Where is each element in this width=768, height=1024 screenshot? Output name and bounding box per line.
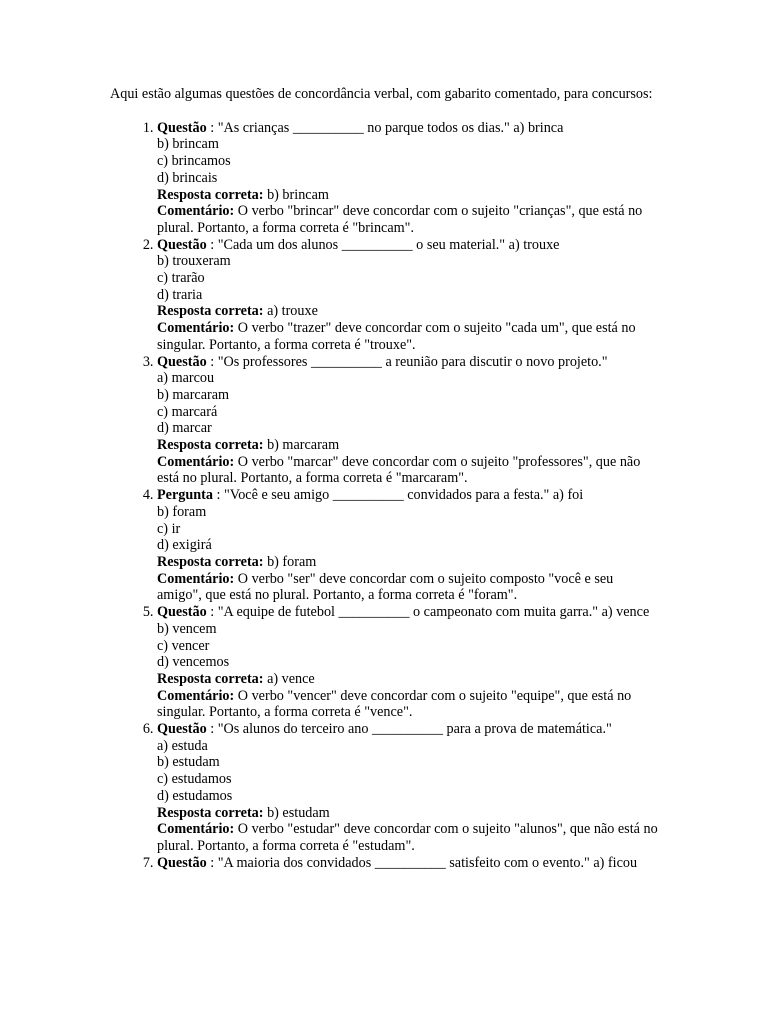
question-text: : "Você e seu amigo __________ convidados para a festa." a) foi — [212, 487, 584, 504]
answer-option: b) brincam — [157, 136, 219, 153]
comment-text: O verbo "estudar" deve concordar com o sujeito "alunos", que não está no plural. Portanto, a forma correta é "estudam". — [157, 821, 658, 854]
comment-label: Comentário: — [157, 203, 235, 220]
correct-answer-value: b) marcaram — [263, 437, 340, 454]
question-text: : "As crianças __________ no parque todos os dias." a) brinca — [206, 119, 564, 136]
correct-answer-value: a) vence — [263, 670, 315, 687]
comment-text: O verbo "trazer" deve concordar com o sujeito "cada um", que está no singular. Portanto, a forma correta é "trouxe". — [157, 320, 636, 353]
question-item — [157, 237, 658, 354]
answer-option: a) marcou — [157, 370, 215, 387]
question-label: Questão — [157, 854, 207, 871]
question-label: Questão — [157, 353, 207, 370]
answer-option: a) estuda — [157, 737, 208, 754]
correct-answer-label: Resposta correta: — [157, 186, 264, 203]
correct-answer — [157, 554, 658, 571]
correct-answer — [157, 187, 658, 204]
answer-option: c) brincamos — [157, 153, 231, 170]
correct-answer — [157, 671, 658, 688]
comment-label: Comentário: — [157, 570, 235, 587]
question-text: : "A maioria dos convidados __________ satisfeito com o evento." a) ficou — [206, 854, 638, 871]
correct-answer-label: Resposta correta: — [157, 437, 264, 454]
question-item — [157, 604, 658, 721]
question-item — [157, 354, 658, 488]
question-statement — [157, 855, 658, 872]
answer-option: d) traria — [157, 286, 203, 303]
answer-option: b) vencem — [157, 620, 217, 637]
answer-option: d) marcar — [157, 420, 212, 437]
comment — [157, 688, 658, 721]
answer-option: b) marcaram — [157, 386, 230, 403]
question-statement — [157, 721, 658, 738]
question-statement — [157, 120, 658, 137]
question-text: : "Os professores __________ a reunião para discutir o novo projeto." — [206, 353, 608, 370]
correct-answer-value: b) estudam — [263, 804, 330, 821]
question-label: Questão — [157, 604, 207, 621]
answer-option: c) vencer — [157, 637, 210, 654]
answer-option: c) ir — [157, 520, 181, 537]
correct-answer — [157, 303, 658, 320]
correct-answer-label: Resposta correta: — [157, 804, 264, 821]
document-page — [110, 86, 658, 871]
intro-paragraph: Aqui estão algumas questões de concordância verbal, com gabarito comentado, para concursos: — [110, 86, 653, 102]
question-item — [157, 855, 658, 872]
comment-text: O verbo "vencer" deve concordar com o sujeito "equipe", que está no singular. Portanto, a forma correta é "vence". — [157, 687, 632, 721]
answer-option: d) exigirá — [157, 537, 212, 554]
question-statement — [157, 354, 658, 371]
question-text: : "A equipe de futebol __________ o campeonato com muita garra." a) vence — [206, 604, 650, 621]
answer-option: d) estudamos — [157, 787, 233, 804]
answer-option: c) trarão — [157, 270, 205, 287]
comment — [157, 821, 658, 854]
correct-answer-value: a) trouxe — [263, 303, 318, 320]
question-label: Pergunta — [157, 487, 213, 504]
question-label: Questão — [157, 236, 207, 253]
question-item — [157, 120, 658, 237]
correct-answer-label: Resposta correta: — [157, 670, 264, 687]
question-item — [157, 721, 658, 855]
question-statement — [157, 604, 658, 621]
question-list — [110, 120, 658, 872]
question-statement — [157, 487, 658, 504]
comment — [157, 571, 658, 604]
answer-option: c) estudamos — [157, 771, 232, 788]
comment-text: O verbo "marcar" deve concordar com o sujeito "professores", que não está no plural. Portanto, a forma correta é "marcaram". — [157, 453, 641, 487]
comment-text: O verbo "ser" deve concordar com o sujeito composto "você e seu amigo", que está no plural. Portanto, a forma correta é "foram". — [157, 570, 614, 604]
correct-answer-value: b) foram — [263, 553, 317, 570]
correct-answer — [157, 437, 658, 454]
correct-answer-label: Resposta correta: — [157, 553, 264, 570]
question-text: : "Cada um dos alunos __________ o seu material." a) trouxe — [206, 236, 560, 253]
correct-answer — [157, 805, 658, 822]
answer-option: b) estudam — [157, 754, 220, 771]
question-text: : "Os alunos do terceiro ano __________ para a prova de matemática." — [206, 721, 612, 738]
comment-label: Comentário: — [157, 687, 235, 704]
comment — [157, 203, 658, 236]
comment — [157, 320, 658, 353]
comment-text: O verbo "brincar" deve concordar com o sujeito "crianças", que está no plural. Portanto, a forma correta é "brincam". — [157, 203, 643, 236]
answer-option: b) trouxeram — [157, 253, 231, 270]
comment-label: Comentário: — [157, 320, 235, 337]
question-statement — [157, 237, 658, 254]
answer-option: d) brincais — [157, 169, 218, 186]
comment-label: Comentário: — [157, 453, 235, 470]
comment-label: Comentário: — [157, 821, 235, 838]
answer-option: d) vencemos — [157, 654, 230, 671]
correct-answer-label: Resposta correta: — [157, 303, 264, 320]
question-item — [157, 487, 658, 604]
question-label: Questão — [157, 119, 207, 136]
correct-answer-value: b) brincam — [263, 186, 329, 203]
answer-option: b) foram — [157, 503, 207, 520]
question-label: Questão — [157, 721, 207, 738]
comment — [157, 454, 658, 487]
answer-option: c) marcará — [157, 403, 218, 420]
